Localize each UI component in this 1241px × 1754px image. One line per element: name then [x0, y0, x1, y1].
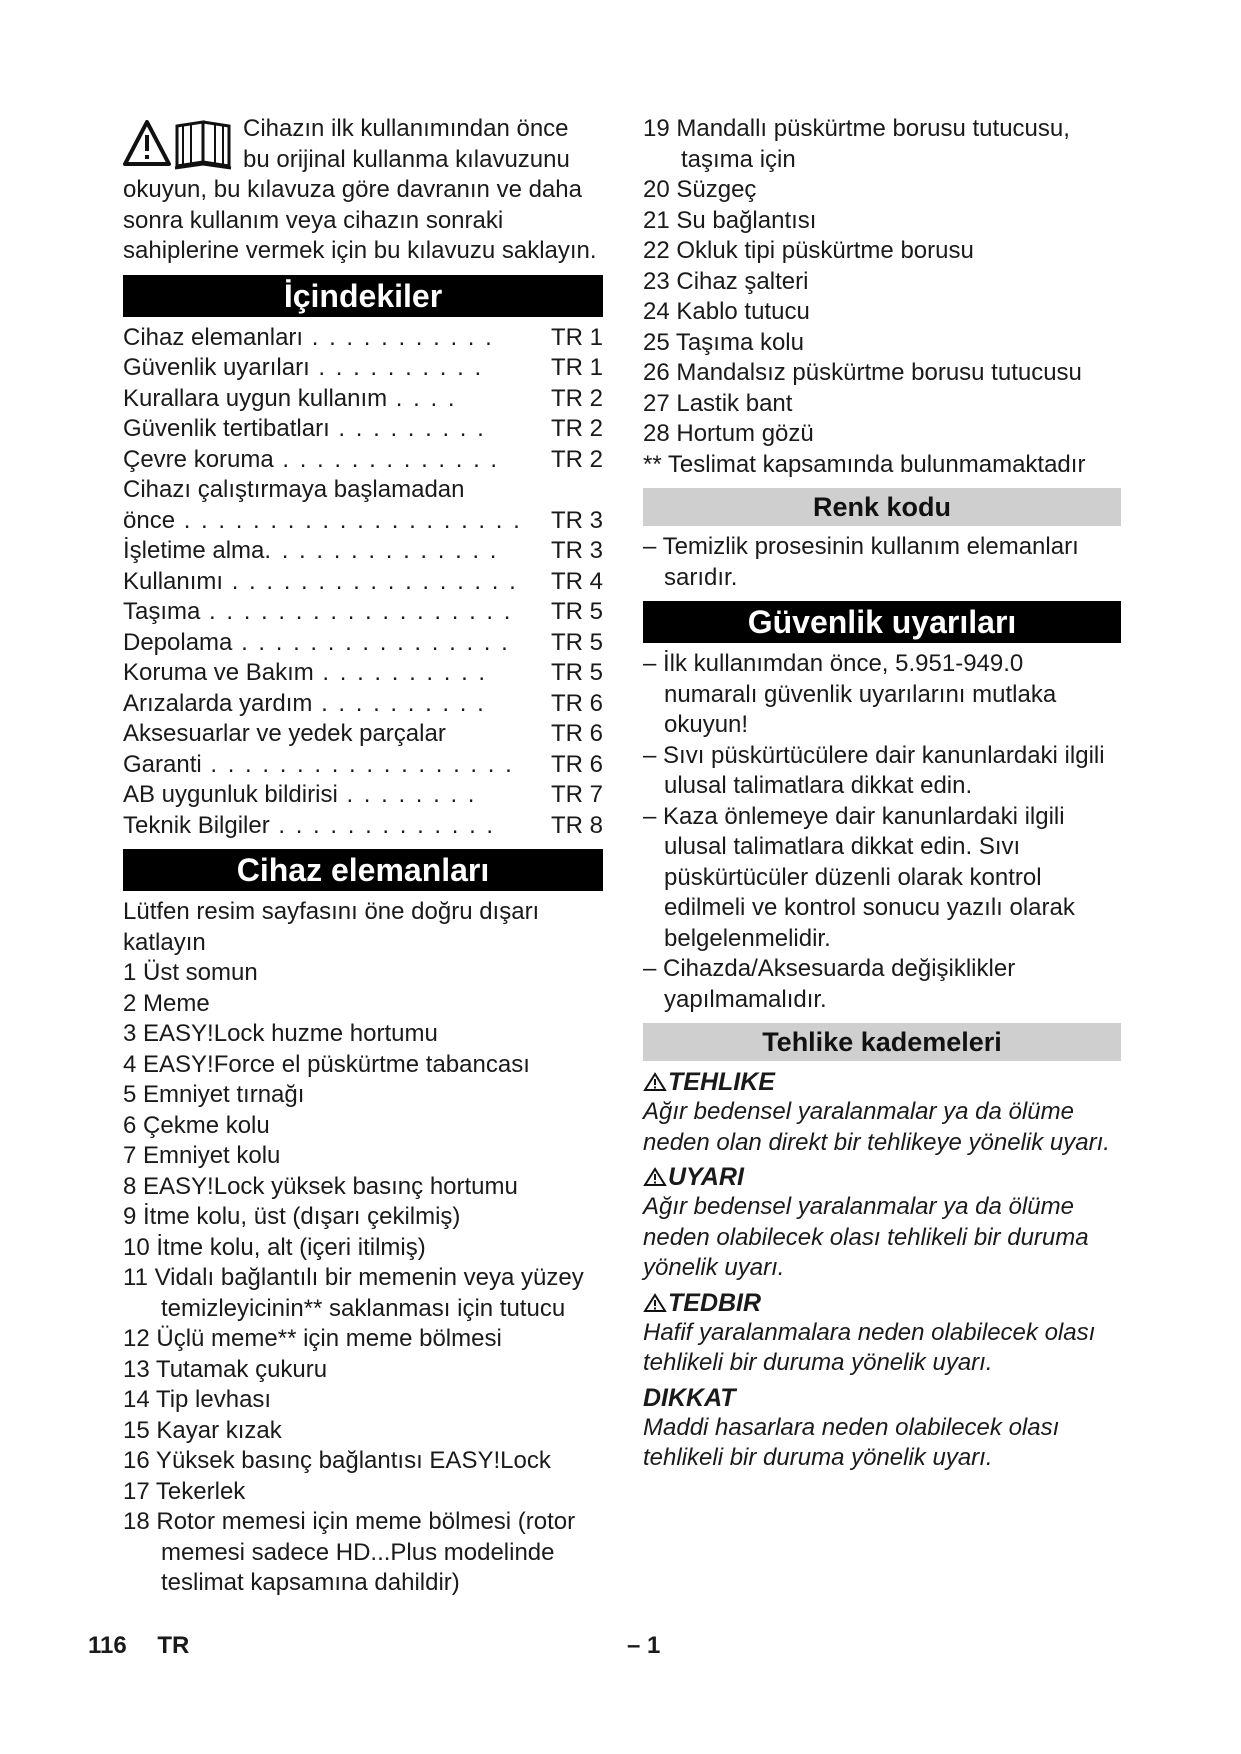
- table-of-contents: [123, 323, 603, 842]
- toc-entry-page: TR 7: [550, 781, 603, 808]
- footer-left: [88, 1632, 213, 1660]
- toc-entry: [123, 689, 603, 720]
- hazard-level-name: TEDBIR: [668, 1288, 762, 1317]
- elements-heading: Cihaz elemanları: [123, 849, 603, 891]
- toc-entry-title: [123, 506, 545, 537]
- toc-entry: [123, 353, 603, 384]
- right-column: [643, 114, 1121, 1474]
- toc-entry-dots: . . . . . . . . .: [329, 415, 486, 442]
- hazard-level-label: [643, 1288, 1121, 1318]
- toc-entry-page: TR 5: [550, 628, 603, 656]
- element-item: 4 EASY!Force el püskürtme tabancası: [123, 1050, 530, 1078]
- intro-line-2: bu orijinal kullanma kılavuzunu: [243, 145, 570, 173]
- toc-entry: [123, 628, 603, 659]
- toc-entry-page: TR 2: [550, 384, 603, 412]
- toc-entry: [123, 445, 603, 476]
- toc-entry: [123, 658, 603, 689]
- toc-entry: [123, 811, 603, 842]
- hazard-level-label: [643, 1383, 1121, 1413]
- element-item: 28 Hortum gözü: [643, 420, 814, 447]
- toc-entry-dots: . . . . . . . . . . . . .: [273, 445, 500, 473]
- toc-entry-title: [123, 628, 545, 659]
- toc-entry-dots: . . . . . . . . . . . . . . . . . .: [200, 598, 513, 625]
- element-item: 22 Okluk tipi püskürtme borusu: [643, 237, 974, 264]
- element-item: ** Teslimat kapsamında bulunmamaktadır: [643, 450, 1086, 478]
- element-item: 2 Meme: [123, 989, 210, 1017]
- toc-entry-dots: . . . . . . . . . . . . . .: [264, 537, 499, 564]
- safety-list: [643, 649, 1121, 1015]
- intro-line-1: Cihazın ilk kullanımından önce: [243, 115, 569, 142]
- toc-entry-label: Taşıma: [123, 598, 201, 625]
- toc-heading: İçindekiler: [123, 275, 603, 317]
- safety-item: – Sıvı püskürtücülere dair kanunlardaki ilgili ulusal talimatlara dikkat edin.: [643, 741, 1105, 799]
- toc-entry-page: TR 5: [550, 598, 603, 625]
- element-item: 15 Kayar kızak: [123, 1416, 282, 1444]
- elements-list-right: [643, 114, 1121, 480]
- elements-intro: Lütfen resim sayfasını öne doğru dışarı katlayın: [123, 898, 540, 956]
- safety-item: – İlk kullanımdan önce, 5.951-949.0 numaralı güvenlik uyarılarını mutlaka okuyun!: [643, 650, 1057, 738]
- toc-entry-page: TR 1: [550, 323, 603, 351]
- hazard-level-label: [643, 1162, 1121, 1192]
- element-item: 9 İtme kolu, üst (dışarı çekilmiş): [123, 1203, 461, 1230]
- element-item: 5 Emniyet tırnağı: [123, 1081, 305, 1108]
- toc-entry-dots: . . . . . . . . . .: [309, 354, 484, 381]
- toc-entry-dots: . . . . . . . . . . .: [303, 323, 494, 351]
- element-item: 21 Su bağlantısı: [643, 206, 817, 234]
- hazard-level-name: UYARI: [668, 1163, 744, 1191]
- toc-entry-title: [123, 658, 545, 689]
- toc-entry-label: Kullanımı: [123, 567, 224, 595]
- toc-entry-label: Aksesuarlar ve yedek parçalar: [123, 720, 446, 747]
- toc-entry: [123, 475, 603, 506]
- hazard-level-text: Maddi hasarlara neden olabilecek olası tehlikeli bir duruma yönelik uyarı.: [643, 1413, 1060, 1471]
- toc-entry-title: [123, 567, 545, 598]
- element-item: 8 EASY!Lock yüksek basınç hortumu: [123, 1172, 518, 1200]
- toc-entry-label: Garanti: [123, 750, 202, 778]
- hazard-level-text: Ağır bedensel yaralanmalar ya da ölüme neden olan direkt bir tehlikeye yönelik uyarı.: [643, 1098, 1110, 1156]
- element-item: 3 EASY!Lock huzme hortumu: [123, 1020, 438, 1047]
- toc-entry-label: Depolama: [123, 628, 233, 656]
- language-code: TR: [157, 1632, 190, 1659]
- toc-entry-title: [123, 353, 545, 384]
- toc-entry-label: Arızalarda yardım: [123, 689, 313, 717]
- toc-entry-title: [123, 780, 545, 811]
- toc-entry-label: AB uygunluk bildirisi: [123, 781, 338, 808]
- toc-entry-page: TR 8: [550, 811, 603, 839]
- hazard-levels: [643, 1067, 1121, 1474]
- toc-entry-title: [123, 384, 545, 415]
- toc-entry-page: TR 2: [550, 415, 603, 442]
- toc-entry-title: [123, 414, 545, 445]
- element-item: 10 İtme kolu, alt (içeri itilmiş): [123, 1233, 426, 1261]
- toc-entry-label: Cihaz elemanları: [123, 323, 304, 351]
- toc-entry-title: [123, 475, 545, 506]
- toc-entry: [123, 506, 603, 537]
- toc-entry-page: TR 6: [550, 750, 603, 778]
- toc-entry-title: [123, 719, 545, 750]
- toc-entry-page: TR 4: [550, 567, 603, 595]
- element-item: 13 Tutamak çukuru: [123, 1355, 328, 1383]
- toc-entry-label: İşletime alma: [123, 537, 265, 564]
- toc-entry: [123, 384, 603, 415]
- left-column: [123, 114, 603, 1599]
- toc-entry: [123, 780, 603, 811]
- toc-entry-page: TR 5: [550, 659, 603, 686]
- warning-triangle-icon: [643, 1293, 667, 1313]
- toc-entry-label: Güvenlik tertibatları: [123, 415, 330, 442]
- element-item: 7 Emniyet kolu: [123, 1142, 281, 1169]
- toc-entry-title: [123, 445, 545, 476]
- toc-entry-title: [123, 689, 545, 720]
- toc-entry-label: Kurallara uygun kullanım: [123, 384, 388, 412]
- toc-entry-dots: . . . . . . . . . . . . . . . . .: [223, 567, 518, 595]
- toc-entry-dots: . . . . . . . .: [337, 781, 477, 808]
- warning-and-manual-icon: [123, 118, 233, 170]
- toc-entry: [123, 414, 603, 445]
- warning-triangle-icon: [643, 1072, 667, 1092]
- element-item: 14 Tip levhası: [123, 1386, 272, 1413]
- toc-entry-dots: . . . . . . . . . . . . . . . .: [232, 628, 510, 656]
- element-item: 19 Mandallı püskürtme borusu tutucusu, taşıma için: [643, 115, 1070, 173]
- safety-heading: Güvenlik uyarıları: [643, 601, 1121, 643]
- page-number: 116: [88, 1632, 127, 1659]
- color-code-heading: Renk kodu: [643, 488, 1121, 526]
- toc-entry-page: TR 3: [550, 506, 603, 534]
- element-item: 24 Kablo tutucu: [643, 298, 810, 325]
- toc-entry-label: Çevre koruma: [123, 445, 274, 473]
- element-item: 11 Vidalı bağlantılı bir memenin veya yüzey temizleyicinin** saklanması için tutucu: [123, 1264, 584, 1322]
- toc-entry: [123, 719, 603, 750]
- element-item: 16 Yüksek basınç bağlantısı EASY!Lock: [123, 1447, 551, 1474]
- intro-text: okuyun, bu kılavuza göre davranın ve daha sonra kullanım veya cihazın sonraki sahiplerine vermek için bu kılavuzu saklayın.: [123, 176, 597, 264]
- toc-entry-dots: . . . . . . . . . .: [313, 659, 488, 686]
- safety-item: – Cihazda/Aksesuarda değişiklikler yapılmamalıdır.: [643, 955, 1016, 1013]
- hazard-level-text: Ağır bedensel yaralanmalar ya da ölüme neden olabilecek olası tehlikeli bir duruma yönelik uyarı.: [643, 1193, 1089, 1281]
- hazard-level-label: [643, 1067, 1121, 1097]
- hazard-level-text: Hafif yaralanmalara neden olabilecek olası tehlikeli bir duruma yönelik uyarı.: [643, 1318, 1096, 1376]
- toc-entry-dots: . . . . . . . . . . . . .: [269, 811, 496, 839]
- element-item: 12 Üçlü meme** için meme bölmesi: [123, 1325, 502, 1352]
- color-code-item: – Temizlik prosesinin kullanım elemanları sarıdır.: [643, 533, 1079, 591]
- toc-entry: [123, 750, 603, 781]
- toc-entry-label: Teknik Bilgiler: [123, 811, 270, 839]
- element-item: 20 Süzgeç: [643, 176, 757, 203]
- element-item: 25 Taşıma kolu: [643, 328, 804, 356]
- toc-entry-page: TR 6: [550, 720, 603, 747]
- intro-block: [123, 114, 603, 175]
- toc-entry-label: Koruma ve Bakım: [123, 659, 314, 686]
- hazard-level-name: TEHLIKE: [668, 1068, 775, 1096]
- toc-entry: [123, 536, 603, 567]
- toc-entry-dots: . . . . . . . . . . . . . . . . . .: [201, 750, 514, 778]
- element-item: 27 Lastik bant: [643, 389, 793, 417]
- toc-entry-page: TR 6: [550, 689, 603, 717]
- toc-entry: [123, 597, 603, 628]
- element-item: 18 Rotor memesi için meme bölmesi (rotor memesi sadece HD...Plus modelinde teslimat kapsamına dahildir): [123, 1508, 576, 1596]
- toc-entry-page: [545, 475, 603, 506]
- toc-entry-title: [123, 597, 545, 628]
- toc-entry-page: TR 1: [550, 354, 603, 381]
- element-item: 23 Cihaz şalteri: [643, 267, 809, 295]
- toc-entry-title: [123, 811, 545, 842]
- hazard-heading: Tehlike kademeleri: [643, 1023, 1121, 1061]
- toc-entry-title: [123, 323, 545, 354]
- warning-triangle-icon: [643, 1167, 667, 1187]
- toc-entry-label: Güvenlik uyarıları: [123, 354, 310, 381]
- toc-entry-label: önce: [123, 506, 176, 534]
- color-code-list: [643, 532, 1121, 593]
- element-item: 17 Tekerlek: [123, 1477, 246, 1505]
- element-item: 26 Mandalsız püskürtme borusu tutucusu: [643, 359, 1082, 386]
- toc-entry-label: Cihazı çalıştırmaya başlamadan: [123, 476, 465, 503]
- toc-entry: [123, 567, 603, 598]
- toc-entry-title: [123, 536, 545, 567]
- toc-entry-page: TR 2: [550, 445, 603, 473]
- footer-center: – 1: [627, 1632, 661, 1659]
- element-item: 1 Üst somun: [123, 959, 258, 986]
- toc-entry-dots: . . . . . . . . . . . . . . . . . . . .: [175, 506, 522, 534]
- toc-entry-dots: . . . . . . . . . .: [312, 689, 486, 717]
- element-item: 6 Çekme kolu: [123, 1111, 270, 1139]
- toc-entry-title: [123, 750, 545, 781]
- toc-entry-dots: . . . .: [387, 384, 457, 412]
- toc-entry-page: TR 3: [550, 537, 603, 564]
- elements-list-left: [123, 958, 603, 1599]
- hazard-level-name: DIKKAT: [643, 1383, 736, 1412]
- toc-entry: [123, 323, 603, 354]
- safety-item: – Kaza önlemeye dair kanunlardaki ilgili ulusal talimatlara dikkat edin. Sıvı püskürtücüler düzenli olarak kontrol edilmeli ve kontrol sonucu yazılı olarak belgelenmelidir.: [643, 802, 1075, 952]
